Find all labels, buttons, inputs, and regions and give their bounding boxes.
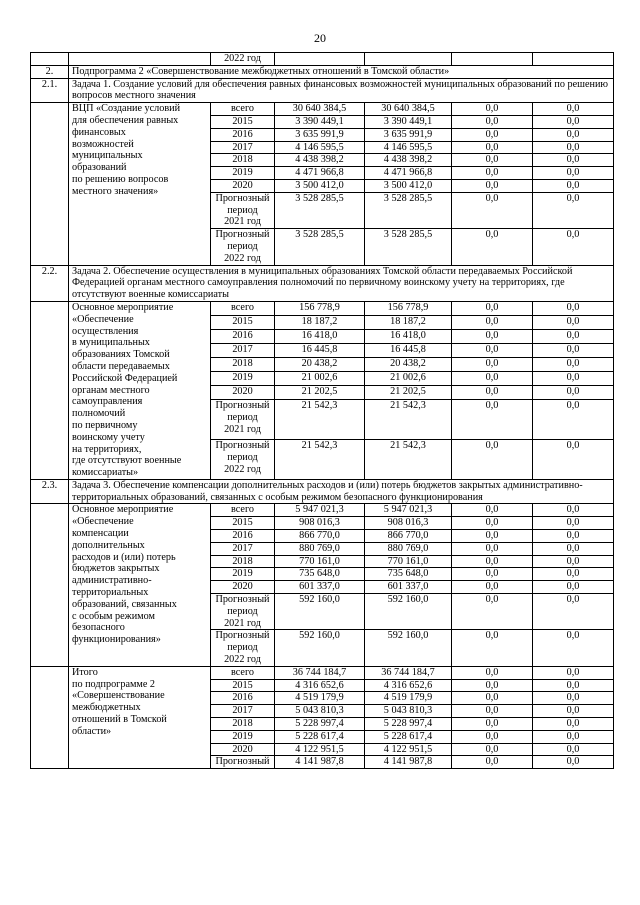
period-cell: 2018: [211, 718, 275, 731]
other-sources-cell: 0,0: [533, 743, 614, 756]
total-cell: 3 528 285,5: [275, 192, 365, 228]
total-cell: 3 635 991,9: [275, 128, 365, 141]
regional-budget-cell: 3 528 285,5: [365, 192, 452, 228]
period-cell: 2015: [211, 517, 275, 530]
period-cell: всего: [211, 103, 275, 116]
period-cell: 2017: [211, 705, 275, 718]
period-cell: всего: [211, 666, 275, 679]
regional-budget-cell: 866 770,0: [365, 530, 452, 543]
other-sources-cell: 0,0: [533, 756, 614, 769]
federal-budget-cell: 0,0: [452, 568, 533, 581]
regional-budget-cell: 4 316 652,6: [365, 679, 452, 692]
federal-budget-cell: 0,0: [452, 666, 533, 679]
other-sources-cell: 0,0: [533, 705, 614, 718]
period-cell: Прогнозный период 2021 год: [211, 594, 275, 630]
total-cell: 4 438 398,2: [275, 154, 365, 167]
total-cell: 4 146 595,5: [275, 141, 365, 154]
federal-budget-cell: 0,0: [452, 343, 533, 357]
other-sources-cell: 0,0: [533, 386, 614, 400]
regional-budget-cell: 4 438 398,2: [365, 154, 452, 167]
total-cell: 21 202,5: [275, 386, 365, 400]
task-title: Задача 2. Обеспечение осуществления в муниципальных образованиях Томской области передаваемых Российской Федерацией органам местного самоуправления полномочий по первичному воинскому учету на территориях, где отсутствуют военные комиссариаты: [69, 265, 614, 301]
other-sources-cell: 0,0: [533, 630, 614, 666]
task-title: Задача 1. Создание условий для обеспечения равных финансовых возможностей муниципальных образований по решению вопросов местного значения: [69, 78, 614, 103]
total-cell: 16 418,0: [275, 329, 365, 343]
period-cell: 2016: [211, 692, 275, 705]
total-cell: 3 528 285,5: [275, 229, 365, 265]
regional-budget-cell: 3 500 412,0: [365, 179, 452, 192]
federal-budget-cell: 0,0: [452, 692, 533, 705]
regional-budget-cell: 592 160,0: [365, 630, 452, 666]
federal-budget-cell: 0,0: [452, 439, 533, 479]
period-cell: 2017: [211, 343, 275, 357]
federal-budget-cell: 0,0: [452, 581, 533, 594]
period-cell: Прогнозный период 2021 год: [211, 400, 275, 440]
table-row: [31, 301, 614, 315]
period-cell: 2020: [211, 386, 275, 400]
other-sources-cell: 0,0: [533, 343, 614, 357]
total-cell: 20 438,2: [275, 358, 365, 372]
period-cell: всего: [211, 504, 275, 517]
period-cell: всего: [211, 301, 275, 315]
regional-budget-cell: 592 160,0: [365, 594, 452, 630]
period-cell: Прогнозный: [211, 756, 275, 769]
regional-budget-cell: 20 438,2: [365, 358, 452, 372]
other-sources-cell: 0,0: [533, 504, 614, 517]
regional-budget-cell: 4 146 595,5: [365, 141, 452, 154]
period-cell: 2015: [211, 679, 275, 692]
table-row: [31, 103, 614, 116]
event-name: ВЦП «Создание условий для обеспечения равных финансовых возможностей муниципальных образований по решению вопросов местного значения»: [69, 103, 211, 265]
task-number: 2.1.: [31, 78, 69, 103]
period-cell: 2018: [211, 358, 275, 372]
other-sources-cell: 0,0: [533, 555, 614, 568]
regional-budget-cell: 156 778,9: [365, 301, 452, 315]
regional-budget-cell: 3 635 991,9: [365, 128, 452, 141]
total-cell: 601 337,0: [275, 581, 365, 594]
regional-budget-cell: 4 122 951,5: [365, 743, 452, 756]
total-cell: 21 002,6: [275, 372, 365, 386]
regional-budget-cell: 3 390 449,1: [365, 115, 452, 128]
period-cell: Прогнозный период 2021 год: [211, 192, 275, 228]
total-cell: 4 471 966,8: [275, 167, 365, 180]
other-sources-cell: 0,0: [533, 103, 614, 116]
total-cell: 770 161,0: [275, 555, 365, 568]
regional-budget-cell: 5 228 617,4: [365, 730, 452, 743]
total-cell: 3 390 449,1: [275, 115, 365, 128]
period-cell: 2022 год: [211, 53, 275, 66]
budget-table: [30, 52, 614, 769]
other-sources-cell: 0,0: [533, 730, 614, 743]
period-cell: Прогнозный период 2022 год: [211, 439, 275, 479]
table-row: [31, 504, 614, 517]
federal-budget-cell: 0,0: [452, 154, 533, 167]
federal-budget-cell: 0,0: [452, 372, 533, 386]
period-cell: 2017: [211, 141, 275, 154]
other-sources-cell: 0,0: [533, 568, 614, 581]
subprogram-row: [31, 65, 614, 78]
federal-budget-cell: 0,0: [452, 555, 533, 568]
total-cell: 30 640 384,5: [275, 103, 365, 116]
task-title: Задача 3. Обеспечение компенсации дополнительных расходов и (или) потерь бюджетов закрытых административно-территориальных образований, связанных с особым режимом безопасного функционирования: [69, 479, 614, 504]
total-cell: 592 160,0: [275, 594, 365, 630]
federal-budget-cell: 0,0: [452, 679, 533, 692]
other-sources-cell: 0,0: [533, 666, 614, 679]
regional-budget-cell: 21 542,3: [365, 439, 452, 479]
empty-number-cell: [31, 666, 69, 768]
regional-budget-cell: 21 542,3: [365, 400, 452, 440]
period-cell: 2019: [211, 730, 275, 743]
total-cell: 5 228 997,4: [275, 718, 365, 731]
federal-budget-cell: 0,0: [452, 530, 533, 543]
federal-budget-cell: 0,0: [452, 179, 533, 192]
other-sources-cell: 0,0: [533, 115, 614, 128]
period-cell: 2015: [211, 315, 275, 329]
period-cell: 2015: [211, 115, 275, 128]
other-sources-cell: 0,0: [533, 530, 614, 543]
other-sources-cell: 0,0: [533, 679, 614, 692]
federal-budget-cell: 0,0: [452, 386, 533, 400]
total-cell: 3 500 412,0: [275, 179, 365, 192]
regional-budget-cell: 21 202,5: [365, 386, 452, 400]
period-cell: Прогнозный период 2022 год: [211, 630, 275, 666]
regional-budget-cell: 3 528 285,5: [365, 229, 452, 265]
regional-budget-cell: 18 187,2: [365, 315, 452, 329]
regional-budget-cell: 21 002,6: [365, 372, 452, 386]
other-sources-cell: 0,0: [533, 329, 614, 343]
federal-budget-cell: 0,0: [452, 705, 533, 718]
total-cell: 4 519 179,9: [275, 692, 365, 705]
federal-budget-cell: 0,0: [452, 743, 533, 756]
empty-number-cell: [31, 301, 69, 479]
federal-budget-cell: 0,0: [452, 630, 533, 666]
federal-budget-cell: 0,0: [452, 301, 533, 315]
period-cell: 2020: [211, 743, 275, 756]
other-sources-cell: 0,0: [533, 594, 614, 630]
regional-budget-cell: 4 141 987,8: [365, 756, 452, 769]
event-name: Основное мероприятие «Обеспечение осуществления в муниципальных образованиях Томской области передаваемых Российской Федерацией органам местного самоуправления полномочий по первичному воинскому учету на территориях, где отсутствуют военные комиссариаты»: [69, 301, 211, 479]
federal-budget-cell: 0,0: [452, 192, 533, 228]
period-cell: 2016: [211, 530, 275, 543]
regional-budget-cell: 36 744 184,7: [365, 666, 452, 679]
federal-budget-cell: 0,0: [452, 594, 533, 630]
period-cell: 2019: [211, 372, 275, 386]
other-sources-cell: 0,0: [533, 128, 614, 141]
empty-number-cell: [31, 103, 69, 265]
subprogram-title: Подпрограмма 2 «Совершенствование межбюджетных отношений в Томской области»: [69, 65, 614, 78]
total-cell: 880 769,0: [275, 542, 365, 555]
other-sources-cell: 0,0: [533, 692, 614, 705]
total-cell: 16 445,8: [275, 343, 365, 357]
federal-budget-cell: 0,0: [452, 718, 533, 731]
federal-budget-cell: 0,0: [452, 128, 533, 141]
other-sources-cell: 0,0: [533, 167, 614, 180]
regional-budget-cell: 908 016,3: [365, 517, 452, 530]
other-sources-cell: 0,0: [533, 372, 614, 386]
table-row: [31, 666, 614, 679]
federal-budget-cell: 0,0: [452, 517, 533, 530]
federal-budget-cell: 0,0: [452, 730, 533, 743]
other-sources-cell: 0,0: [533, 179, 614, 192]
other-sources-cell: 0,0: [533, 141, 614, 154]
period-cell: 2017: [211, 542, 275, 555]
other-sources-cell: 0,0: [533, 439, 614, 479]
total-cell: 866 770,0: [275, 530, 365, 543]
other-sources-cell: 0,0: [533, 154, 614, 167]
total-cell: 5 947 021,3: [275, 504, 365, 517]
period-cell: 2020: [211, 179, 275, 192]
federal-budget-cell: 0,0: [452, 400, 533, 440]
federal-budget-cell: 0,0: [452, 229, 533, 265]
period-cell: 2018: [211, 154, 275, 167]
regional-budget-cell: 4 519 179,9: [365, 692, 452, 705]
total-cell: 156 778,9: [275, 301, 365, 315]
regional-budget-cell: 16 418,0: [365, 329, 452, 343]
period-cell: 2016: [211, 329, 275, 343]
regional-budget-cell: 5 043 810,3: [365, 705, 452, 718]
other-sources-cell: 0,0: [533, 315, 614, 329]
federal-budget-cell: 0,0: [452, 103, 533, 116]
regional-budget-cell: 5 947 021,3: [365, 504, 452, 517]
other-sources-cell: 0,0: [533, 718, 614, 731]
period-cell: Прогнозный период 2022 год: [211, 229, 275, 265]
event-name: Основное мероприятие «Обеспечение компенсации дополнительных расходов и (или) потерь бюджетов закрытых административно- территориальных образований, связанных с особым режимом безопасного функционирования»: [69, 504, 211, 666]
task-row: [31, 265, 614, 301]
other-sources-cell: 0,0: [533, 192, 614, 228]
empty-number-cell: [31, 504, 69, 666]
federal-budget-cell: 0,0: [452, 167, 533, 180]
total-cell: 21 542,3: [275, 439, 365, 479]
other-sources-cell: 0,0: [533, 301, 614, 315]
federal-budget-cell: 0,0: [452, 329, 533, 343]
regional-budget-cell: 30 640 384,5: [365, 103, 452, 116]
table-body: [31, 53, 614, 769]
regional-budget-cell: 601 337,0: [365, 581, 452, 594]
task-row: [31, 78, 614, 103]
regional-budget-cell: 16 445,8: [365, 343, 452, 357]
event-name: Итого по подпрограмме 2 «Совершенствование межбюджетных отношений в Томской области»: [69, 666, 211, 768]
period-cell: 2019: [211, 568, 275, 581]
table-row: [31, 53, 614, 66]
total-cell: 5 043 810,3: [275, 705, 365, 718]
total-cell: 592 160,0: [275, 630, 365, 666]
other-sources-cell: 0,0: [533, 229, 614, 265]
total-cell: 735 648,0: [275, 568, 365, 581]
period-cell: 2018: [211, 555, 275, 568]
other-sources-cell: 0,0: [533, 400, 614, 440]
task-number: 2.2.: [31, 265, 69, 301]
regional-budget-cell: 5 228 997,4: [365, 718, 452, 731]
page-number: 20: [314, 31, 326, 45]
total-cell: 18 187,2: [275, 315, 365, 329]
total-cell: 4 316 652,6: [275, 679, 365, 692]
federal-budget-cell: 0,0: [452, 542, 533, 555]
subprogram-number: 2.: [31, 65, 69, 78]
total-cell: 21 542,3: [275, 400, 365, 440]
total-cell: 4 122 951,5: [275, 743, 365, 756]
task-row: [31, 479, 614, 504]
regional-budget-cell: 880 769,0: [365, 542, 452, 555]
federal-budget-cell: 0,0: [452, 504, 533, 517]
period-cell: 2020: [211, 581, 275, 594]
federal-budget-cell: 0,0: [452, 756, 533, 769]
total-cell: 5 228 617,4: [275, 730, 365, 743]
other-sources-cell: 0,0: [533, 542, 614, 555]
federal-budget-cell: 0,0: [452, 115, 533, 128]
period-cell: 2019: [211, 167, 275, 180]
total-cell: 908 016,3: [275, 517, 365, 530]
regional-budget-cell: 770 161,0: [365, 555, 452, 568]
federal-budget-cell: 0,0: [452, 141, 533, 154]
total-cell: 36 744 184,7: [275, 666, 365, 679]
period-cell: 2016: [211, 128, 275, 141]
regional-budget-cell: 4 471 966,8: [365, 167, 452, 180]
other-sources-cell: 0,0: [533, 358, 614, 372]
regional-budget-cell: 735 648,0: [365, 568, 452, 581]
task-number: 2.3.: [31, 479, 69, 504]
federal-budget-cell: 0,0: [452, 358, 533, 372]
other-sources-cell: 0,0: [533, 517, 614, 530]
total-cell: 4 141 987,8: [275, 756, 365, 769]
other-sources-cell: 0,0: [533, 581, 614, 594]
federal-budget-cell: 0,0: [452, 315, 533, 329]
